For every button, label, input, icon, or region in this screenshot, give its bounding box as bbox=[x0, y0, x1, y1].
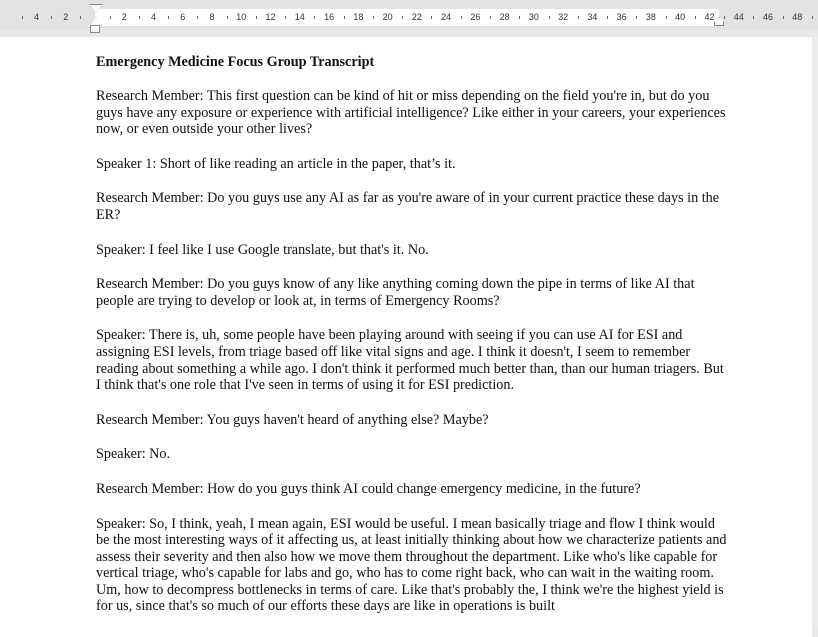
ruler-tick-label: 4 bbox=[33, 12, 39, 22]
ruler-tick bbox=[373, 16, 374, 19]
ruler-tick-label: 2 bbox=[63, 12, 69, 22]
ruler-tick bbox=[666, 16, 667, 19]
ruler-tick bbox=[490, 16, 491, 19]
ruler-tick bbox=[753, 16, 754, 19]
paragraph: Speaker: There is, uh, some people have been playing around with seeing if you can use AI for ESI and assigning ESI levels, from triage based off like vital signs and age. I think it doesn't, I seem to remember reading about something a while ago. I don't think it performed much better than, than our human triagers. But I think that's one role that I've seen in terms of using it for ESI prediction. bbox=[96, 327, 724, 394]
ruler-tick-label: 8 bbox=[209, 12, 215, 22]
ruler-tick-label: 30 bbox=[528, 12, 539, 22]
ruler-tick-label: 28 bbox=[499, 12, 510, 22]
paragraph: Speaker: So, I think, yeah, I mean again, ESI would be useful. I mean basically triage and flow I think would be the most interesting ways of it affecting us, at least initially thinking about how we characterize patients and assess their severity and then also how we move them throughout the department. Like who's like capable for vertical triage, who's capable for labs and go, who has to come right back, who can wait in the waiting room. Um, how to decompress bottlenecks in terms of care. Like that's probably the, I think we're the highest yield is for us, since that's so much of our efforts these days are like in operations is built bbox=[96, 515, 727, 615]
paragraph: Research Member: You guys haven't heard of anything else? Maybe? bbox=[96, 411, 489, 428]
ruler-tick bbox=[636, 16, 637, 19]
ruler-tick-label: 2 bbox=[121, 12, 127, 22]
paragraph: Speaker: No. bbox=[96, 446, 171, 463]
ruler-tick bbox=[227, 16, 228, 19]
ruler-tick bbox=[431, 16, 432, 19]
ruler-tick bbox=[695, 16, 696, 19]
ruler-tick-label: 42 bbox=[704, 12, 715, 22]
ruler-tick bbox=[724, 16, 725, 19]
paragraph: Research Member: This first question can be kind of hit or miss depending on the field you're in, but do you guys have any exposure or experience with artificial intelligence? Like either in your careers, your experiences now, or even outside your other lives? bbox=[96, 88, 726, 138]
ruler-tick-label: 20 bbox=[382, 12, 393, 22]
left-indent-marker[interactable] bbox=[90, 25, 100, 33]
ruler-tick-label: 14 bbox=[294, 12, 305, 22]
vertical-scrollbar[interactable] bbox=[812, 37, 818, 628]
ruler-tick bbox=[783, 16, 784, 19]
ruler-tick bbox=[461, 16, 462, 19]
ruler-tick-label: 32 bbox=[558, 12, 569, 22]
ruler-tick-label: 36 bbox=[616, 12, 627, 22]
ruler-tick-label: 44 bbox=[733, 12, 744, 22]
ruler-tick bbox=[168, 16, 169, 19]
ruler-tick-label: 48 bbox=[792, 12, 803, 22]
ruler-tick bbox=[402, 16, 403, 19]
ruler-tick-label: 18 bbox=[353, 12, 364, 22]
paragraph: Research Member: How do you guys think AI could change emergency medicine, in the future? bbox=[96, 480, 641, 497]
ruler-tick bbox=[197, 16, 198, 19]
ruler-tick bbox=[139, 16, 140, 19]
paragraph: Research Member: Do you guys use any AI as far as you're aware of in your current practice these days in the ER? bbox=[96, 190, 720, 223]
paragraph: Speaker: I feel like I use Google translate, but that's it. No. bbox=[96, 241, 429, 258]
ruler-tick bbox=[578, 16, 579, 19]
paragraph: Research Member: Do you guys know of any like anything coming down the pipe in terms of like AI that people are trying to develop or look at, in terms of Emergency Rooms? bbox=[96, 276, 695, 309]
ruler-tick bbox=[256, 16, 257, 19]
ruler-tick-label: 4 bbox=[151, 12, 157, 22]
ruler-tick bbox=[285, 16, 286, 19]
ruler-tick-label: 26 bbox=[470, 12, 481, 22]
document-body[interactable] bbox=[96, 53, 728, 633]
ruler-tick bbox=[51, 16, 52, 19]
ruler-tick bbox=[80, 16, 81, 19]
ruler-tick-label: 40 bbox=[675, 12, 686, 22]
paragraph: Speaker 1: Short of like reading an article in the paper, that’s it. bbox=[96, 155, 456, 172]
document-title: Emergency Medicine Focus Group Transcript bbox=[96, 54, 375, 70]
first-line-indent-marker[interactable] bbox=[90, 5, 102, 13]
ruler-tick bbox=[314, 16, 315, 19]
ruler-tick-label: 10 bbox=[236, 12, 247, 22]
ruler-tick bbox=[110, 16, 111, 19]
ruler-tick bbox=[607, 16, 608, 19]
ruler-tick bbox=[519, 16, 520, 19]
ruler-tick-label: 22 bbox=[411, 12, 422, 22]
ruler-tick-label: 24 bbox=[441, 12, 452, 22]
horizontal-ruler[interactable] bbox=[0, 0, 818, 30]
ruler-tick-label: 12 bbox=[265, 12, 276, 22]
ruler-tick bbox=[812, 16, 813, 19]
ruler-tick-label: 6 bbox=[180, 12, 186, 22]
ruler-tick-label: 46 bbox=[762, 12, 773, 22]
ruler-tick bbox=[22, 16, 23, 19]
ruler-tick bbox=[549, 16, 550, 19]
ruler-tick-label: 34 bbox=[587, 12, 598, 22]
ruler-tick bbox=[344, 16, 345, 19]
ruler-tick-label: 16 bbox=[324, 12, 335, 22]
ruler-tick-label: 38 bbox=[645, 12, 656, 22]
